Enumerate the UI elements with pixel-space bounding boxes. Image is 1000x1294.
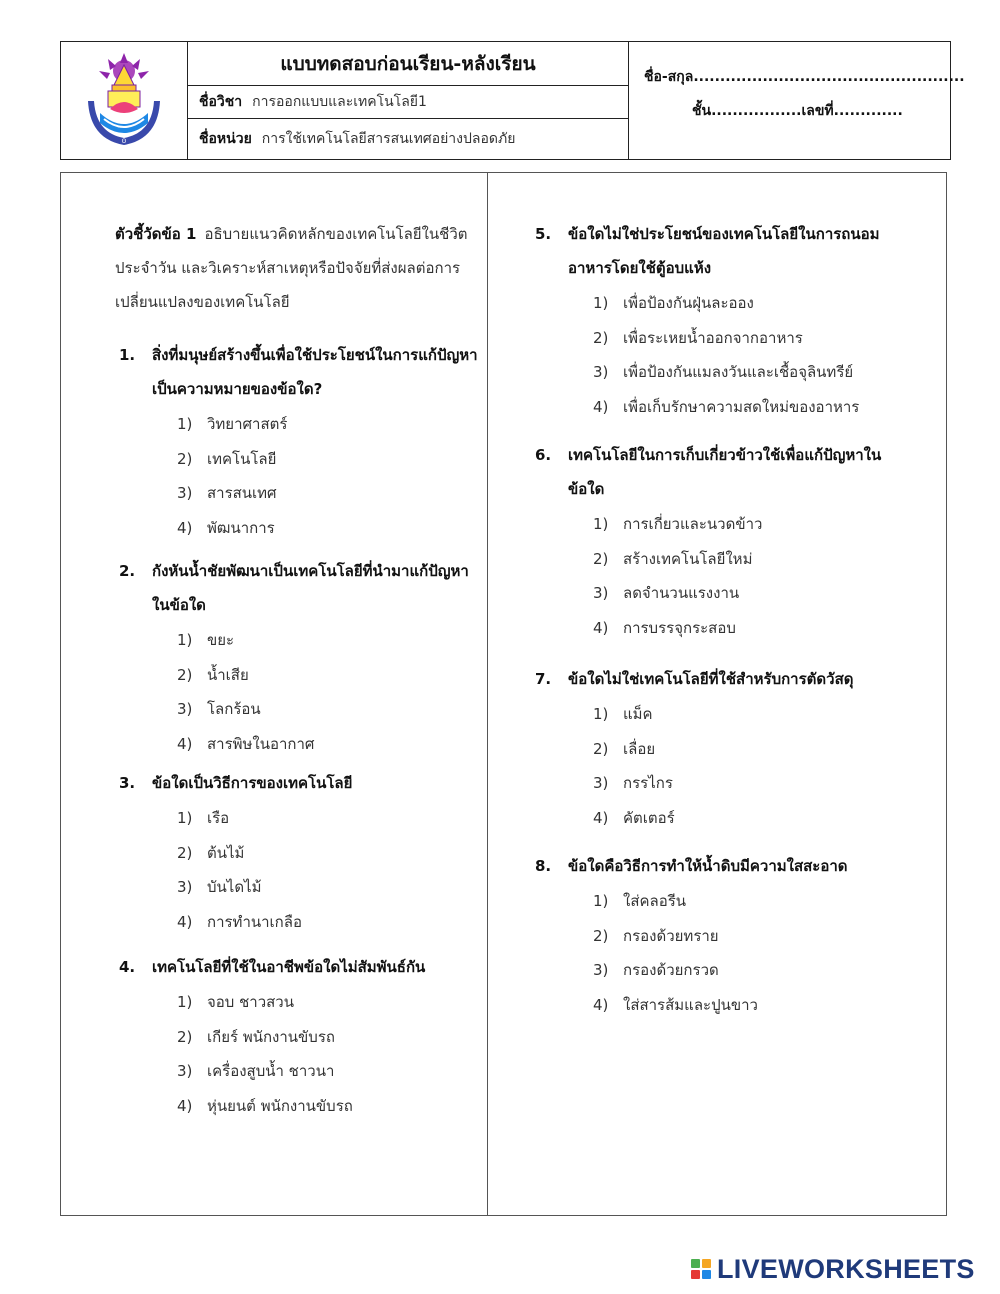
option-number: 2) — [177, 843, 193, 862]
option-number: 1) — [177, 809, 193, 827]
option-text: เพื่อป้องกันแมลงวันและเชื้อจุลินทรีย์ — [623, 363, 854, 381]
option-number: 2) — [593, 739, 609, 758]
logo-square — [702, 1270, 711, 1279]
option-text: ใส่คลอรีน — [623, 892, 687, 910]
option-text: การบรรจุกระสอบ — [623, 618, 736, 637]
title-cell — [188, 42, 629, 159]
question-text: สิ่งที่มนุษย์สร้างขึ้นเพื่อใช้ประโยชน์ในการแก้ปัญหา เป็นความหมายของข้อใด? — [152, 346, 478, 398]
indicator-text: อธิบายแนวคิดหลักของเทคโนโลยีในชีวิตประจำวัน และวิเคราะห์สาเหตุหรือปัจจัยที่ส่งผลต่อการเปลี่ยนแปลงของเทคโนโลยี — [115, 225, 468, 311]
answer-option[interactable] — [177, 875, 262, 899]
logo-square — [691, 1270, 700, 1279]
option-number: 1) — [593, 892, 609, 910]
option-text: เพื่อระเหยน้ำออกจากอาหาร — [623, 328, 803, 347]
question-text: ข้อใดไม่ใช่ประโยชน์ของเทคโนโลยีในการถนอมอาหารโดยใช้ตู้อบแห้ง — [568, 225, 880, 277]
option-text: กรองด้วยทราย — [623, 926, 719, 945]
option-text: จอบ ชาวสวน — [207, 993, 294, 1011]
answer-option[interactable] — [593, 924, 719, 948]
question-number: 5. — [535, 225, 552, 243]
liveworksheets-brand — [691, 1253, 975, 1285]
option-text: เกียร์ พนักงานขับรถ — [207, 1027, 335, 1046]
question-text: กังหันน้ำชัยพัฒนาเป็นเทคโนโลยีที่นำมาแก้ปัญหาในข้อใด — [152, 562, 469, 614]
option-text: ลดจำนวนแรงงาน — [623, 584, 740, 602]
option-number: 2) — [177, 449, 193, 468]
option-text: กรรไกร — [623, 774, 673, 792]
answer-option[interactable] — [177, 447, 276, 471]
option-text: วิทยาศาสตร์ — [207, 415, 288, 433]
answer-option[interactable] — [177, 412, 287, 436]
option-text: สร้างเทคโนโลยีใหม่ — [623, 549, 753, 568]
answer-option[interactable] — [177, 1025, 335, 1049]
option-number: 1) — [177, 993, 193, 1011]
question-number: 2. — [119, 562, 136, 580]
option-number: 3) — [177, 878, 193, 896]
unit-row — [188, 119, 628, 159]
option-text: เทคโนโลยี — [207, 449, 277, 468]
option-text: ต้นไม้ — [207, 843, 245, 862]
subject-label: ชื่อวิชา — [199, 94, 243, 110]
question-number: 7. — [535, 670, 552, 688]
question-text: ข้อใดคือวิธีการทำให้น้ำดิบมีความใสสะอาด — [568, 857, 848, 875]
question-number: 1. — [119, 346, 136, 364]
answer-option[interactable] — [593, 771, 673, 795]
column-divider — [487, 173, 488, 1215]
subject-row — [188, 86, 628, 119]
option-number: 3) — [593, 961, 609, 979]
option-text: พัฒนาการ — [207, 518, 275, 537]
answer-option[interactable] — [593, 806, 675, 830]
answer-option[interactable] — [177, 1094, 353, 1118]
option-number: 2) — [177, 1027, 193, 1046]
answer-option[interactable] — [593, 889, 686, 913]
option-number: 3) — [593, 584, 609, 602]
option-text: หุ่นยนต์ พนักงานขับรถ — [207, 1096, 353, 1115]
answer-option[interactable] — [177, 516, 275, 540]
option-number: 1) — [177, 631, 193, 649]
question-text: ข้อใดเป็นวิธีการของเทคโนโลยี — [152, 774, 353, 792]
answer-option[interactable] — [177, 732, 314, 756]
option-text: เลื่อย — [623, 739, 656, 758]
answer-option[interactable] — [593, 547, 752, 571]
logo-square — [691, 1259, 700, 1268]
question-number: 8. — [535, 857, 552, 875]
answer-option[interactable] — [593, 958, 719, 982]
option-number: 4) — [177, 912, 193, 931]
option-text: เครื่องสูบน้ำ ชาวนา — [207, 1062, 335, 1080]
answer-option[interactable] — [593, 702, 653, 726]
option-number: 4) — [177, 518, 193, 537]
option-number: 1) — [177, 415, 193, 433]
option-number: 4) — [177, 734, 193, 753]
answer-option[interactable] — [593, 326, 803, 350]
name-field[interactable]: ชื่อ-สกุล................................................... — [644, 69, 965, 85]
answer-option[interactable] — [177, 663, 249, 687]
option-text: น้ำเสีย — [207, 665, 249, 684]
option-number: 2) — [593, 549, 609, 568]
question-number: 4. — [119, 958, 136, 976]
option-text: เพื่อเก็บรักษาความสดใหม่ของอาหาร — [623, 397, 860, 416]
liveworksheets-logo-icon — [691, 1259, 711, 1279]
indicator — [115, 217, 475, 319]
answer-option[interactable] — [177, 697, 261, 721]
answer-option[interactable] — [177, 806, 229, 830]
option-number: 2) — [593, 926, 609, 945]
answer-option[interactable] — [593, 291, 754, 315]
option-number: 4) — [177, 1096, 193, 1115]
title-row — [188, 42, 628, 86]
question-text: ข้อใดไม่ใช่เทคโนโลยีที่ใช้สำหรับการตัดวัสดุ — [568, 670, 854, 688]
answer-option[interactable] — [593, 512, 762, 536]
option-number: 4) — [593, 995, 609, 1014]
answer-option[interactable] — [177, 628, 234, 652]
option-text: การทำนาเกลือ — [207, 912, 302, 931]
option-text: โลกร้อน — [207, 700, 261, 718]
question-box — [60, 172, 947, 1216]
answer-option[interactable] — [593, 581, 739, 605]
option-text: บันไดไม้ — [207, 878, 262, 896]
class-number-field[interactable]: ชั้น.................เลขที่............. — [692, 103, 903, 119]
answer-option[interactable] — [177, 1059, 334, 1083]
option-number: 3) — [177, 1062, 193, 1080]
option-number: 4) — [593, 618, 609, 637]
answer-option[interactable] — [593, 737, 655, 761]
option-number: 4) — [593, 397, 609, 416]
option-number: 2) — [593, 328, 609, 347]
option-text: การเกี่ยวและนวดข้าว — [623, 515, 763, 533]
question-text: เทคโนโลยีในการเก็บเกี่ยวข้าวใช้เพื่อแก้ปัญหาในข้อใด — [568, 446, 882, 498]
answer-option[interactable] — [177, 481, 277, 505]
option-text: คัตเตอร์ — [623, 808, 675, 827]
option-text: เพื่อป้องกันฝุ่นละออง — [623, 294, 754, 312]
svg-text:ʘ: ʘ — [121, 137, 127, 145]
option-number: 1) — [593, 294, 609, 312]
option-number: 3) — [593, 774, 609, 792]
option-number: 3) — [177, 484, 193, 502]
option-number: 1) — [593, 515, 609, 533]
option-text: สารพิษในอากาศ — [207, 734, 315, 753]
question-number: 6. — [535, 446, 552, 464]
option-number: 4) — [593, 808, 609, 827]
option-text: เรือ — [207, 809, 230, 827]
page-title: แบบทดสอบก่อนเรียน-หลังเรียน — [280, 52, 536, 75]
answer-option[interactable] — [593, 993, 758, 1017]
student-info-cell — [629, 42, 965, 159]
option-number: 2) — [177, 665, 193, 684]
option-number: 1) — [593, 705, 609, 723]
answer-option[interactable] — [593, 360, 853, 384]
school-seal-icon — [74, 51, 174, 151]
question-text: เทคโนโลยีที่ใช้ในอาชีพข้อใดไม่สัมพันธ์กัน — [152, 958, 426, 976]
indicator-label: ตัวชี้วัดข้อ 1 — [115, 225, 197, 243]
option-text: ขยะ — [207, 631, 235, 649]
question-number: 3. — [119, 774, 136, 792]
answer-option[interactable] — [177, 990, 294, 1014]
logo-square — [702, 1259, 711, 1268]
header-table — [60, 41, 965, 160]
option-number: 3) — [177, 700, 193, 718]
answer-option[interactable] — [593, 616, 736, 640]
option-text: ใส่สารส้มและปูนขาว — [623, 995, 758, 1014]
logo-cell — [61, 42, 188, 159]
option-text: กรองด้วยกรวด — [623, 961, 719, 979]
option-text: แม็ค — [623, 705, 653, 723]
brand-text: LIVEWORKSHEETS — [717, 1253, 975, 1284]
unit-value: การใช้เทคโนโลยีสารสนเทศอย่างปลอดภัย — [261, 131, 516, 147]
answer-option[interactable] — [177, 910, 302, 934]
option-text: สารสนเทศ — [207, 484, 277, 502]
option-number: 3) — [593, 363, 609, 381]
answer-option[interactable] — [177, 841, 244, 865]
unit-label: ชื่อหน่วย — [199, 131, 252, 147]
subject-value: การออกแบบและเทคโนโลยี1 — [252, 94, 427, 110]
answer-option[interactable] — [593, 395, 859, 419]
